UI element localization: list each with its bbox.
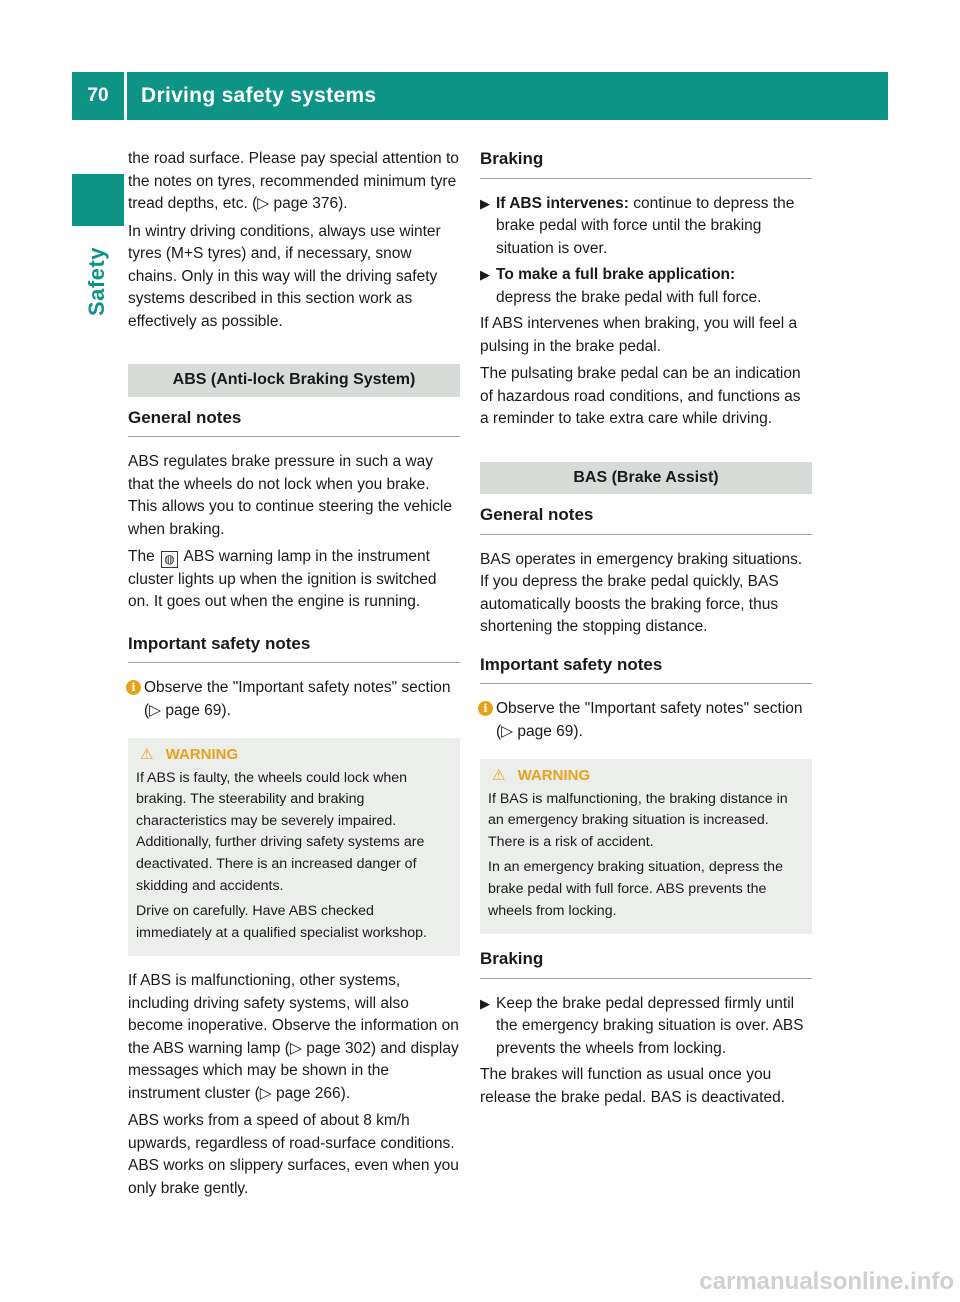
bas-general-paragraph: BAS operates in emergency braking situations. If you depress the brake pedal quickly, BAS automatically boosts the braking force, thus shortening the stopping distance. (480, 550, 803, 635)
warning-triangle-icon: ⚠ (492, 767, 506, 784)
abs-info-text: Observe the "Important safety notes" section (▷ page 69). (144, 679, 451, 719)
bas-warning-text-1: If BAS is malfunctioning, the braking distance in an emergency braking situation is increased. There is a risk of accident. (488, 790, 788, 850)
abs-braking-heading: Braking (480, 148, 812, 179)
info-icon: i (126, 680, 141, 695)
abs-warning-text-2: Drive on carefully. Have ABS checked immediately at a qualified specialist workshop. (136, 903, 427, 941)
warning-triangle-icon: ⚠ (140, 746, 154, 763)
bullet-arrow-icon: ▶ (480, 195, 490, 211)
abs-section-banner: ABS (Anti-lock Braking System) (128, 364, 460, 397)
bas-warning-header (488, 765, 804, 787)
bas-info-text: Observe the "Important safety notes" section (▷ page 69). (496, 700, 803, 740)
page-number: 70 (87, 85, 109, 106)
bas-general-notes-heading: General notes (480, 504, 812, 535)
abs-pulsing-paragraph: If ABS intervenes when braking, you will feel a pulsing in the brake pedal. (480, 315, 798, 355)
bullet-3-text: Keep the brake pedal depressed firmly until the emergency braking situation is over. ABS prevents the wheels from locking. (496, 994, 804, 1057)
abs-warning-header (136, 744, 452, 766)
bas-release-paragraph: The brakes will function as usual once you release the brake pedal. BAS is deactivated. (480, 1066, 786, 1106)
abs-warning-lamp-icon: ◍ (161, 551, 178, 568)
bullet-abs-intervenes (480, 193, 812, 261)
right-column (480, 148, 812, 1114)
bullet-2-bold: To make a full brake application: (496, 266, 736, 283)
intro-paragraph-2: In wintry driving conditions, always use winter tyres (M+S tyres) and, if necessary, snow chains. Only in this way will the driving safety systems described in this section work as effectively as possible. (128, 222, 441, 330)
bullet-keep-pedal (480, 993, 812, 1061)
bullet-1-text: continue to depress the brake pedal with force until the braking situation is over. (496, 194, 795, 257)
bas-important-notes-heading: Important safety notes (480, 654, 812, 685)
bas-info-note (480, 698, 812, 743)
intro-paragraph-1: the road surface. Please pay special attention to the notes on tyres, recommended minimum tyre tread depths, etc. (▷ page 376). (128, 150, 459, 212)
abs-general-notes-heading: General notes (128, 407, 460, 438)
abs-important-notes-heading: Important safety notes (128, 633, 460, 664)
chapter-title: Driving safety systems (141, 84, 377, 107)
bas-section-banner: BAS (Brake Assist) (480, 462, 812, 495)
abs-info-note (128, 677, 460, 722)
abs-lamp-paragraph (128, 546, 460, 614)
abs-lamp-post: ABS warning lamp in the instrument cluster lights up when the ignition is switched on. It goes out when the engine is running. (128, 548, 437, 610)
bullet-arrow-icon: ▶ (480, 267, 490, 282)
abs-general-paragraph: ABS regulates brake pressure in such a way that the wheels do not lock when you brake. This allows you to continue steering the vehicle when braking. (128, 453, 452, 538)
abs-warning-box (128, 738, 460, 956)
abs-speed-paragraph: ABS works from a speed of about 8 km/h upwards, regardless of road-surface conditions. ABS works on slippery surfaces, even when you only brake gently. (128, 1112, 459, 1197)
page-header (72, 72, 888, 120)
abs-indication-paragraph: The pulsating brake pedal can be an indication of hazardous road conditions, and functions as a reminder to take extra care while driving. (480, 365, 801, 427)
abs-malfunction-paragraph: If ABS is malfunctioning, other systems, including driving safety systems, will also become inoperative. Observe the information on the ABS warning lamp (▷ page 302) and display messages which may be shown in the instrument cluster (▷ page 266). (128, 972, 459, 1102)
bullet-2-text: depress the brake pedal with full force. (496, 288, 762, 306)
left-column (128, 148, 460, 1205)
side-tab-block (72, 174, 124, 226)
abs-lamp-pre: The (128, 548, 155, 565)
abs-warning-text-1: If ABS is faulty, the wheels could lock when braking. The steerability and braking characteristics may be severely impaired. Additionally, further driving safety systems are deactivated. There is an increased danger of skidding and accidents. (136, 769, 425, 894)
bullet-1-bold: If ABS intervenes: (496, 194, 629, 212)
bas-warning-label: WARNING (517, 767, 591, 784)
side-tab-label: Safety (84, 246, 109, 316)
abs-warning-label: WARNING (165, 746, 239, 763)
bas-warning-text-2: In an emergency braking situation, depress the brake pedal with full force. ABS prevents the wheels from locking. (488, 859, 783, 919)
info-icon: i (478, 701, 493, 716)
bas-warning-box (480, 759, 812, 934)
bullet-full-brake (480, 264, 812, 309)
watermark: carmanualsonline.info (699, 1268, 954, 1295)
bas-braking-heading: Braking (480, 948, 812, 979)
bullet-arrow-icon: ▶ (480, 995, 490, 1011)
